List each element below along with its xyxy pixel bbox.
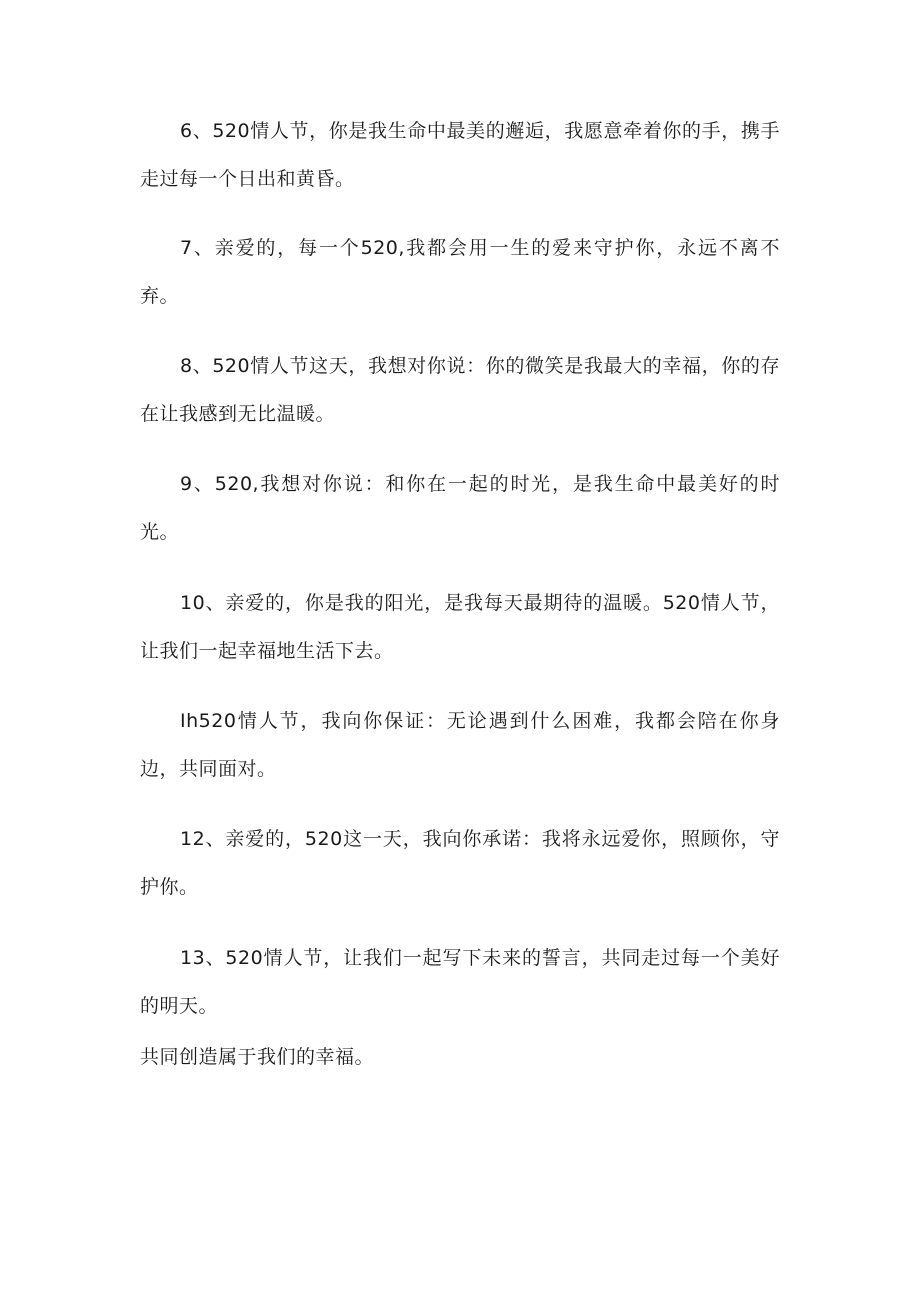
paragraph-12: 12、亲爱的，520这一天，我向你承诺：我将永远爱你，照顾你，守护你。 <box>140 828 780 898</box>
paragraph-11: Ih520情人节，我向你保证：无论遇到什么困难，我都会陪在你身边，共同面对。 <box>140 710 780 780</box>
paragraph-9: 9、520,我想对你说：和你在一起的时光，是我生命中最美好的时光。 <box>140 473 780 543</box>
paragraph-6: 6、520情人节，你是我生命中最美的邂逅，我愿意牵着你的手，携手走过每一个日出和黄昏。 <box>140 120 780 190</box>
paragraph-10: 10、亲爱的，你是我的阳光，是我每天最期待的温暖。520情人节，让我们一起幸福地生活下去。 <box>140 592 780 662</box>
paragraph-8: 8、520情人节这天，我想对你说：你的微笑是我最大的幸福，你的存在让我感到无比温暖。 <box>140 355 780 425</box>
paragraph-13: 13、520情人节，让我们一起写下未来的誓言，共同走过每一个美好的明天。 <box>140 947 780 1017</box>
paragraph-closing: 共同创造属于我们的幸福。 <box>140 1046 375 1068</box>
paragraph-7: 7、亲爱的，每一个520,我都会用一生的爱来守护你，永远不离不弃。 <box>140 237 780 307</box>
